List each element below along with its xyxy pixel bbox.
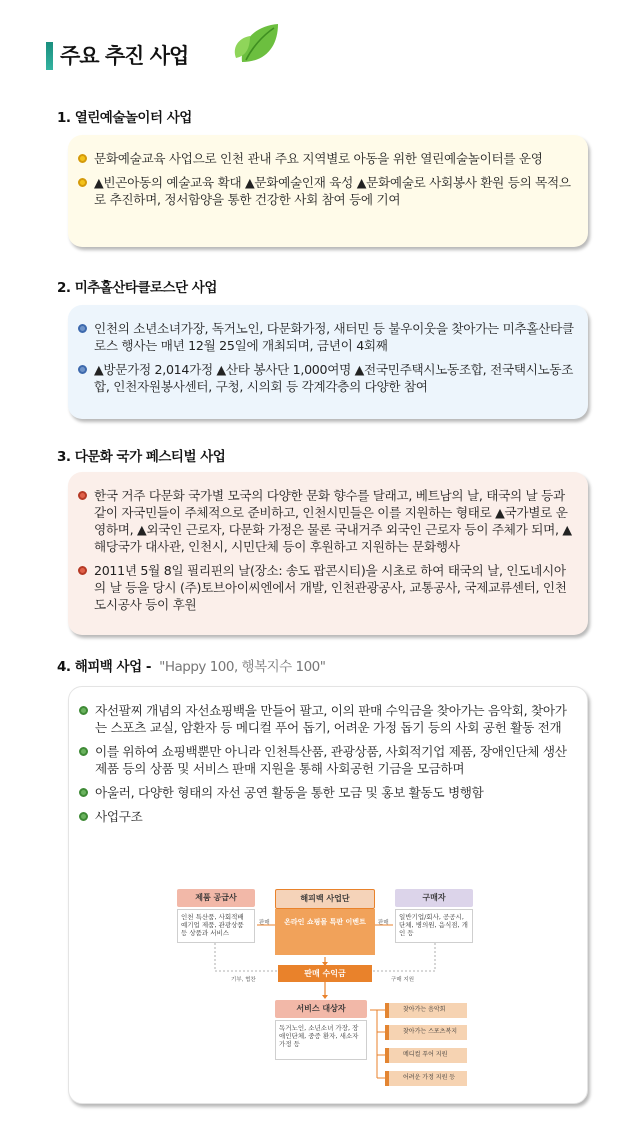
section-box-2	[68, 305, 588, 419]
donation-label: 기부, 협찬	[231, 977, 256, 983]
list-item-text: ▲빈곤아동의 예술교육 확대 ▲문화예술인재 육성 ▲문화예술로 사회봉사 환원 등의 목적으로 추진하며, 정서함양을 통한 건강한 사회 참여 등에 기여	[94, 175, 571, 207]
list-item	[78, 150, 576, 167]
activity-item: 메디컬 푸어 지원	[385, 1048, 467, 1063]
section-heading-3: 3. 다문화 국가 페스티벌 사업	[57, 449, 226, 465]
list-item-text: 자선팔찌 개념의 자선쇼핑백을 만들어 팔고, 이의 판매 수익금을 찾아가는 음악회, 찾아가는 스포츠 교실, 암환자 등 메디컬 푸어 돕기, 어려운 가정 돕기 등의 사회 공헌 활동 전개	[95, 703, 567, 735]
list-item	[79, 784, 575, 801]
list-item-text: 아울러, 다양한 형태의 자선 공연 활동을 통한 모금 및 홍보 활동도 병행함	[95, 785, 484, 800]
title-accent-bar	[46, 42, 53, 70]
supplier-description: 인천 특산품, 사회적배 예기업 제품, 관광상품 등 상품과 서비스	[177, 909, 255, 943]
buyer-description: 일반기업/회사, 공공시, 단체, 병의원, 음식점, 개인 등	[395, 909, 473, 943]
list-item	[78, 562, 576, 613]
list-item	[79, 808, 575, 825]
list-item-text: 2011년 5월 8일 필리핀의 날(장소: 송도 팝콘시티)을 시초로 하여 태국의 날, 인도네시아의 날 등을 당시 (주)토브아이씨엔에서 개발, 인천관광공사, 교통공사, 국제교류센터, 인천도시공사 등이 후원	[94, 563, 567, 612]
purchase-support-label: 구매 지원	[391, 977, 415, 983]
section-heading-4-subtitle: "Happy 100, 행복지수 100"	[159, 659, 326, 675]
bullet-icon	[78, 491, 87, 500]
leaf-icon	[232, 22, 284, 66]
section-heading-2: 2. 미추홀산타클로스단 사업	[57, 280, 217, 296]
list-item-text: 이를 위하여 쇼핑백뿐만 아니라 인천특산품, 관광상품, 사회적기업 제품, 장애인단체 생산제품 등의 상품 및 서비스 판매 지원을 통해 사회공헌 기금을 모금하며	[95, 744, 567, 776]
bullet-icon	[79, 747, 88, 756]
section-box-3	[68, 472, 588, 635]
section-heading-4-title: 4. 해피백 사업 -	[57, 659, 156, 675]
center-body: 온라인 쇼핑몰 특판 이벤트	[275, 909, 375, 955]
bullet-icon	[78, 178, 87, 187]
list-item-text: 문화예술교육 사업으로 인천 관내 주요 지역별로 아동을 위한 열린예술놀이터를 운영	[94, 151, 543, 166]
supplier-title: 제품 공급사	[177, 889, 255, 907]
list-item-text: ▲방문가정 2,014가정 ▲산타 봉사단 1,000여명 ▲전국민주택시노동조합, 전국택시노동조합, 인천자원봉사센터, 구청, 시의회 등 각계각층의 다양한 참여	[94, 362, 574, 394]
list-item	[78, 320, 576, 354]
sale-label-left: 판매	[259, 920, 270, 926]
bullet-icon	[78, 566, 87, 575]
center-title: 해피백 사업단	[275, 889, 375, 909]
activity-item: 어려운 가정 지원 등	[385, 1071, 467, 1086]
revenue-box: 판매 수익금	[278, 965, 372, 982]
bullet-icon	[78, 324, 87, 333]
list-item	[78, 174, 576, 208]
activity-item: 찾아가는 음악회	[385, 1003, 467, 1018]
bullet-icon	[79, 706, 88, 715]
service-target-description: 독거노인, 소년소녀 가장, 장애인단체, 중증 환자, 새소자 가정 등	[275, 1020, 367, 1060]
service-target-title: 서비스 대상자	[275, 1000, 367, 1018]
list-item-text: 인천의 소년소녀가장, 독거노인, 다문화가정, 새터민 등 불우이웃을 찾아가는 미추홀산타클로스 행사는 매년 12월 25일에 개최되며, 금년이 4회째	[94, 321, 574, 353]
bullet-icon	[78, 154, 87, 163]
list-item	[79, 743, 575, 777]
sale-label-right: 판매	[378, 920, 389, 926]
list-item	[78, 487, 576, 555]
activity-item: 찾아가는 스포츠복지	[385, 1025, 467, 1040]
list-item	[78, 361, 576, 395]
business-structure-diagram	[175, 885, 475, 1090]
bullet-icon	[79, 788, 88, 797]
section-heading-4	[57, 655, 325, 675]
page-title: 주요 추진 사업	[60, 44, 189, 68]
list-item	[79, 702, 575, 736]
bullet-icon	[78, 365, 87, 374]
section-box-1	[68, 135, 588, 247]
buyer-title: 구매자	[395, 889, 473, 907]
bullet-icon	[79, 812, 88, 821]
section-heading-1: 1. 열린예술놀이터 사업	[57, 110, 192, 126]
list-item-text: 한국 거주 다문화 국가별 모국의 다양한 문화 향수를 달래고, 베트남의 날, 태국의 날 등과 같이 자국민들이 주체적으로 준비하고, 인천시민들은 이를 지원하는 형태로 ▲국가별로 운영하며, ▲외국인 근로자, 다문화 가정은 물론 국내거주 외국인 근로자 등이 주체가 되며, ▲해당국가 대사관, 인천시, 시민단체 등이 후원하고 지원하는 문화행사	[94, 488, 572, 554]
list-item-text: 사업구조	[95, 809, 143, 824]
